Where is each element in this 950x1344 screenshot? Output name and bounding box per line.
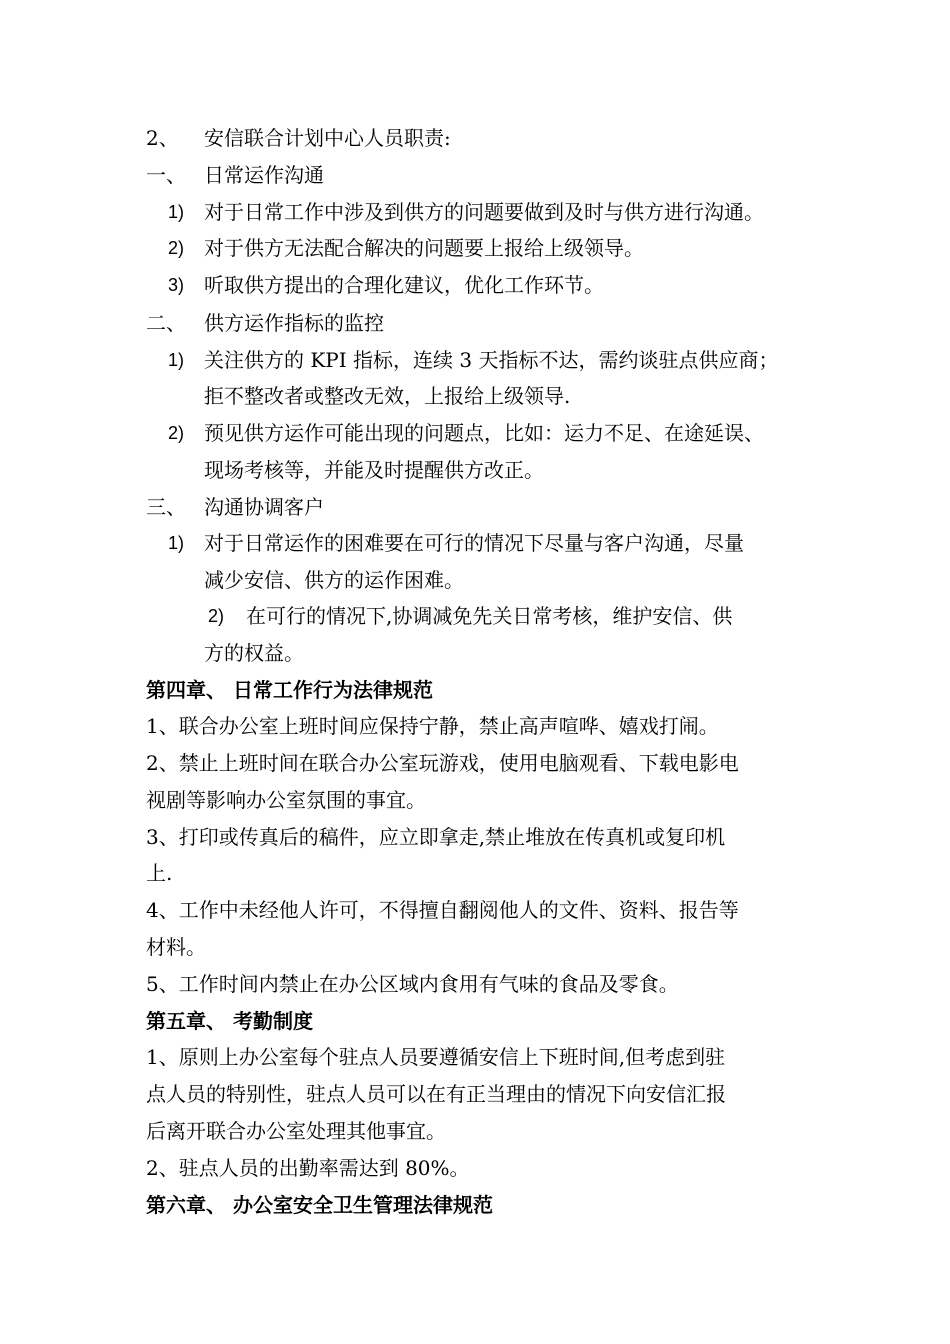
section2-title: 供方运作指标的监控	[204, 311, 384, 335]
chapter4-line4: 3、打印或传真后的稿件，应立即拿走,禁止堆放在传真机或复印机	[146, 825, 726, 849]
section2-item1-number: 1)	[168, 350, 185, 370]
chapter4-line3: 视剧等影响办公室氛围的事宜。	[146, 788, 426, 812]
chapter4-line8: 5、工作时间内禁止在办公区域内食用有气味的食品及零食。	[146, 972, 679, 996]
chapter4-line6: 4、工作中未经他人许可，不得擅自翻阅他人的文件、资料、报告等	[146, 898, 739, 922]
section2-item2-line1: 预见供方运作可能出现的问题点，比如：运力不足、在途延误、	[204, 421, 764, 445]
section2-item2-number: 2)	[168, 423, 185, 443]
chapter4-line1: 1、联合办公室上班时间应保持宁静，禁止高声喧哗、嬉戏打闹。	[146, 714, 719, 738]
section1-number: 一、	[146, 163, 186, 187]
section1-item3-line1: 听取供方提出的合理化建议，优化工作环节。	[204, 273, 604, 297]
chapter5-line1: 1、原则上办公室每个驻点人员要遵循安信上下班时间,但考虑到驻	[146, 1045, 726, 1069]
intro-number: 2、	[146, 126, 179, 150]
chapter4-line5: 上.	[146, 861, 173, 885]
section1-item2-line1: 对于供方无法配合解决的问题要上报给上级领导。	[204, 236, 644, 260]
chapter5-line2: 点人员的特别性，驻点人员可以在有正当理由的情况下向安信汇报	[146, 1082, 726, 1106]
section1-item1-line1: 对于日常工作中涉及到供方的问题要做到及时与供方进行沟通。	[204, 200, 764, 224]
section1-item3-number: 3)	[168, 275, 185, 295]
section3-item1-number: 1)	[168, 533, 185, 553]
section3-item2-line2: 方的权益。	[204, 641, 304, 665]
intro-text: 安信联合计划中心人员职责:	[204, 126, 451, 150]
section3-title: 沟通协调客户	[204, 495, 324, 519]
chapter6-heading: 第六章、 办公室安全卫生管理法律规范	[146, 1193, 493, 1217]
chapter5-line3: 后离开联合办公室处理其他事宜。	[146, 1119, 446, 1143]
chapter4-heading: 第四章、 日常工作行为法律规范	[146, 678, 433, 702]
section3-item2-line1: 在可行的情况下,协调减免先关日常考核，维护安信、供	[246, 604, 733, 628]
chapter4-line2: 2、禁止上班时间在联合办公室玩游戏，使用电脑观看、下载电影电	[146, 751, 739, 775]
section2-item2-line2: 现场考核等，并能及时提醒供方改正。	[204, 458, 544, 482]
chapter5-line4: 2、驻点人员的出勤率需达到 80%。	[146, 1156, 470, 1180]
section1-title: 日常运作沟通	[204, 163, 324, 187]
section2-item1-line2: 拒不整改者或整改无效，上报给上级领导.	[204, 384, 571, 408]
section2-item1-line1: 关注供方的 KPI 指标，连续 3 天指标不达，需约谈驻点供应商；	[204, 348, 779, 372]
section3-item1-line1: 对于日常运作的困难要在可行的情况下尽量与客户沟通，尽量	[204, 531, 744, 555]
section2-number: 二、	[146, 311, 186, 335]
chapter5-heading: 第五章、 考勤制度	[146, 1009, 313, 1033]
section3-item1-line2: 减少安信、供方的运作困难。	[204, 568, 464, 592]
section3-item2-number: 2)	[208, 606, 225, 626]
section1-item1-number: 1)	[168, 202, 185, 222]
chapter4-line7: 材料。	[146, 935, 206, 959]
section3-number: 三、	[146, 495, 186, 519]
section1-item2-number: 2)	[168, 238, 185, 258]
